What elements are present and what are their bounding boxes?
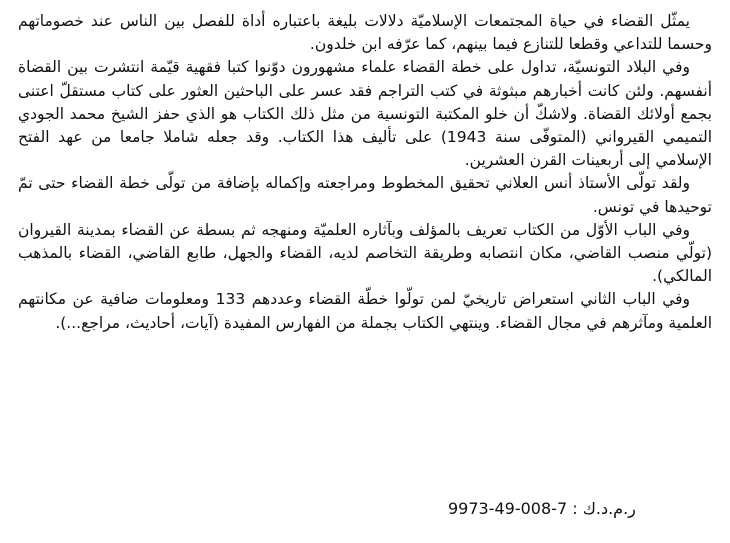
isbn-line bbox=[448, 499, 636, 518]
isbn-number: 9973-49-008-7 bbox=[448, 499, 568, 518]
paragraph-second-chapter: وفي الباب الثاني استعراض تاريخيّ لمن تولّوا خطّة القضاء وعددهم 133 ومعلومات ضافية عن مكانتهم العلمية ومآثرهم في مجال القضاء. وينتهي الكتاب بجملة من الفهارس المفيدة (آيات، أحاديث، مراجع...). bbox=[18, 290, 712, 332]
paragraph-tunisian-judges: وفي البلاد التونسيّة، تداول على خطة القضاء علماء مشهورون دوّنوا كتبا فقهية قيّمة انتشرت بين القضاة أنفسهم. ولئن كانت أخبارهم مبثوثة في كتب التراجم فقد عسر على الباحثين العثور على كتاب مستقلّ اعتنى بجمع أولائك القضاة. ولاشكّ أن خلو المكتبة التونسية من مثل ذلك الكتاب هو الذي حفز الشيخ محمد الجودي التميمي القيرواني (المتوفّى سنة 1943) على تأليف هذا الكتاب. وقد جعله شاملا جامعا من عهد الفتح الإسلامي إلى أربعينات القرن العشرين. bbox=[18, 58, 712, 170]
paragraph-first-chapter: وفي الباب الأوّل من الكتاب تعريف بالمؤلف وبآثاره العلميّة ومنهجه ثم بسطة عن القضاء بمدينة القيروان (تولّي منصب القاضي، مكان انتصابه وطريقة التخاصم لديه، القضاء والجهل، طابع القاضي، القضاء بالمذهب المالكي). bbox=[18, 220, 712, 286]
isbn-label: ر.م.د.ك : bbox=[572, 499, 636, 518]
paragraph-editor: ولقد تولّى الأستاذ أنس العلاني تحقيق المخطوط ومراجعته وإكماله بإضافة من تولّى خطة القضاء حتى تمّ توحيدها في تونس. bbox=[18, 174, 712, 216]
paragraph-introduction: يمثّل القضاء في حياة المجتمعات الإسلاميّة دلالات بليغة باعتباره أداة للفصل بين الناس عند خصوماتهم وحسما للتداعي وقطعا للتنازع فيما بينهم، كما عرّفه ابن خلدون. bbox=[18, 12, 712, 54]
document-body bbox=[18, 10, 712, 535]
